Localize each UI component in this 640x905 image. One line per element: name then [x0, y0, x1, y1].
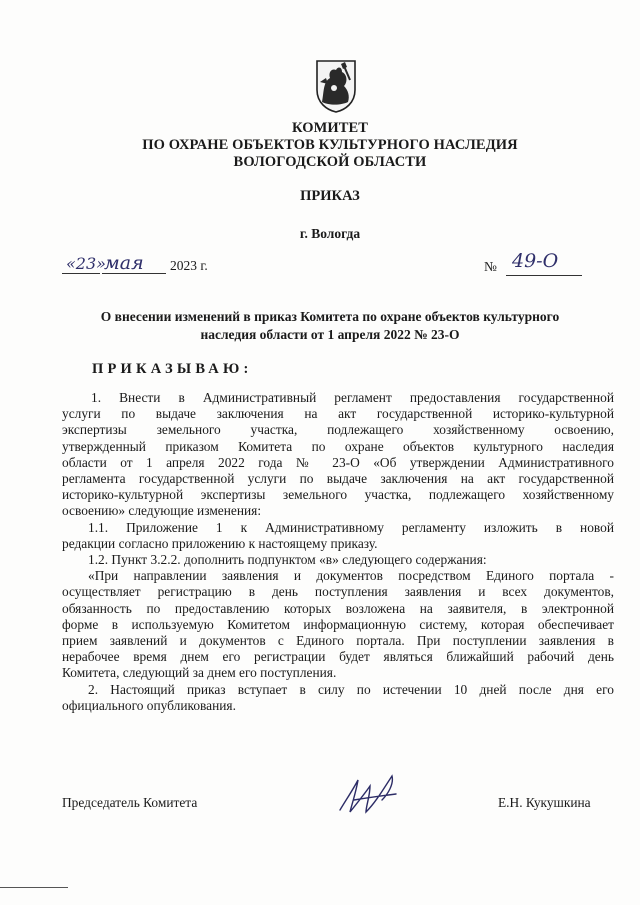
handwritten-signature	[336, 770, 410, 816]
paragraph-1-1	[62, 520, 614, 552]
paragraph-line: форме в используемую Комитетом информационную систему, которая обеспечивает	[62, 616, 614, 632]
number-underline	[506, 275, 582, 276]
paragraph-line: утвержденный приказом Комитета по охране объектов культурного наследия	[62, 438, 614, 454]
paragraph-line: 1.2. Пункт 3.2.2. дополнить подпунктом «в» следующего содержания:	[88, 552, 487, 568]
date-day: «23»	[66, 254, 106, 273]
document-body	[62, 390, 614, 714]
paragraph-line: нерабочее время днем его регистрации будет являться ближайший рабочий день	[62, 649, 614, 665]
org-line-2: ПО ОХРАНЕ ОБЪЕКТОВ КУЛЬТУРНОГО НАСЛЕДИЯ	[142, 137, 518, 153]
org-line-3: ВОЛОГОДСКОЙ ОБЛАСТИ	[233, 154, 427, 170]
paragraph-line: осуществляет регистрацию в день поступления заявления и всех документов,	[62, 584, 614, 600]
subject-line-2: наследия области от 1 апреля 2022 № 23-О	[200, 327, 460, 342]
date-month: мая	[104, 252, 144, 274]
footer-divider	[0, 887, 68, 888]
quoted-subparagraph	[62, 568, 614, 681]
paragraph-line: прием заявлений и документов с Единого портала. При поступлении заявления в	[62, 633, 614, 649]
paragraph-line: историко-культурной экспертизы земельного участка, подлежащего хозяйственному	[62, 487, 614, 503]
document-type: ПРИКАЗ	[300, 188, 360, 204]
document-date	[62, 252, 242, 276]
date-year: 2023 г.	[170, 258, 208, 273]
vologda-coat-of-arms-icon	[314, 58, 358, 114]
paragraph-line: освоению» следующие изменения:	[62, 503, 262, 519]
paragraph-line: 1.1. Приложение 1 к Административному регламенту изложить в новой	[88, 519, 614, 535]
org-line-1: КОМИТЕТ	[291, 120, 369, 136]
signatory-position: Председатель Комитета	[62, 795, 198, 810]
paragraph-line: регламента государственной услуги по выдаче заключения на акт государственной	[62, 471, 614, 487]
paragraph-line: 2. Настоящий приказ вступает в силу по истечении 10 дней после дня его	[88, 681, 614, 697]
paragraph-line: 1. Внести в Административный регламент предоставления государственной	[91, 390, 614, 405]
number-sign: №	[484, 259, 497, 274]
date-day-underline	[62, 273, 100, 274]
paragraph-line: экспертизы земельного участка, подлежащего хозяйственному освоению,	[62, 422, 614, 438]
number-value: 49-О	[512, 250, 559, 272]
paragraph-line: «При направлении заявления и документов посредством Единого портала -	[88, 568, 614, 584]
document-number	[484, 250, 594, 276]
paragraph-line: услуги по выдаче заключения на акт государственной историко-культурной	[62, 406, 614, 422]
organization-name	[60, 120, 600, 171]
paragraph-line: обязанность по предоставлению которых возложена на заявителя, в электронной	[62, 600, 614, 616]
orders-heading: ПРИКАЗЫВАЮ:	[92, 361, 253, 377]
date-month-underline	[102, 273, 166, 274]
paragraph-1	[62, 390, 614, 520]
signatory-name: Е.Н. Кукушкина	[498, 795, 591, 810]
paragraph-1-2	[62, 552, 614, 568]
paragraph-line: области от 1 апреля 2022 года № 23-О «Об утверждении Административного	[62, 454, 614, 470]
paragraph-line: официального опубликования.	[62, 697, 236, 713]
subject-line-1: О внесении изменений в приказ Комитета по охране объектов культурного	[100, 309, 560, 324]
paragraph-2	[62, 682, 614, 714]
paragraph-line: Комитета, следующий за днем его поступления.	[62, 665, 337, 681]
city: г. Вологда	[299, 226, 361, 241]
paragraph-line: редакции согласно приложению к настоящему приказу.	[62, 535, 378, 551]
document-subject	[70, 308, 590, 344]
